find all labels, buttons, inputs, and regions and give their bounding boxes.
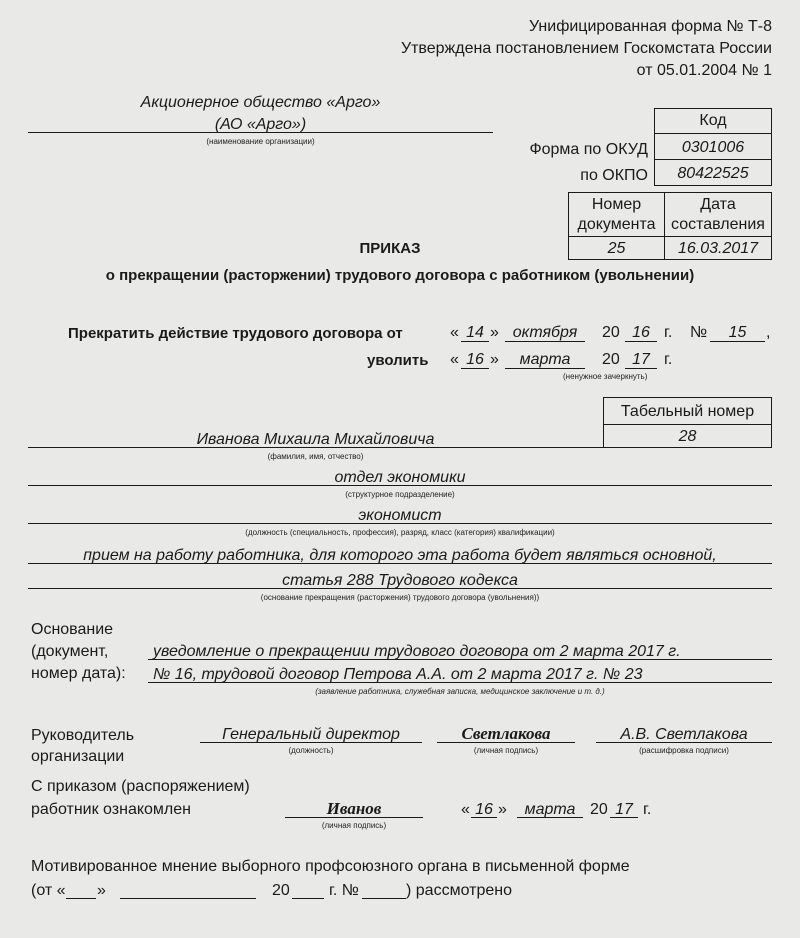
ack-year: 17: [615, 801, 633, 818]
ack-year-suffix: г.: [643, 801, 652, 818]
head-signature: Светлакова: [461, 724, 551, 743]
terminate-day: 14: [466, 324, 484, 341]
doc-number-cell: [568, 236, 665, 260]
tabel-header: Табельный номер: [620, 403, 755, 420]
dismiss-month: марта: [519, 351, 571, 368]
termination-reason-line1-underline: [28, 563, 772, 564]
basis-value-line2-underline: [148, 682, 772, 683]
terminate-number-line: [710, 341, 765, 342]
tabel-header-cell: [603, 397, 772, 425]
terminate-year: 16: [632, 324, 650, 341]
dismiss-quote-open: «: [450, 351, 459, 368]
union-close-quote: »: [97, 882, 106, 899]
doc-date-header-1: Дата: [700, 196, 736, 213]
dismiss-caption: (ненужное зачеркнуть): [563, 372, 648, 381]
basis-value-line1-underline: [148, 659, 772, 660]
head-label-line2: организации: [31, 748, 125, 765]
terminate-day-line: [461, 341, 489, 342]
employee-position: экономист: [358, 507, 442, 524]
termination-reason-line1: прием на работу работника, для которого эта работа будет являться основной,: [83, 547, 717, 564]
ack-month-line: [517, 817, 583, 818]
termination-reason-line2-underline: [28, 588, 772, 589]
ack-day: 16: [475, 801, 493, 818]
tabel-value: 28: [678, 428, 697, 445]
org-caption: (наименование организации): [206, 137, 315, 146]
dismiss-year-prefix: 20: [602, 351, 620, 368]
doc-date-header-cell: [664, 192, 772, 237]
head-position-caption: (должность): [288, 746, 334, 755]
org-short-name: (АО «Арго»): [214, 116, 307, 133]
dismiss-quote-close: »: [490, 351, 499, 368]
head-signature-decode: А.В. Светлакова: [620, 726, 748, 743]
ack-signature-caption: (личная подпись): [321, 821, 387, 830]
doc-date-cell: [664, 236, 772, 260]
dismiss-year-line: [625, 368, 657, 369]
ack-month: марта: [524, 801, 576, 818]
doc-number-header-2: документа: [577, 216, 656, 233]
ack-day-line: [471, 817, 497, 818]
okud-cell: [654, 133, 772, 160]
dismiss-year-suffix: г.: [664, 351, 673, 368]
dismiss-label: уволить: [367, 352, 429, 369]
okud-value: 0301006: [681, 139, 745, 156]
union-year-line: [292, 898, 324, 899]
ack-quote-open: «: [461, 801, 470, 818]
ack-label-line2: работник ознакомлен: [31, 801, 191, 818]
head-signature-line: [437, 742, 575, 743]
terminate-number-sign: №: [690, 324, 708, 341]
codes-header: Код: [699, 112, 727, 129]
ack-signature-line: [285, 817, 423, 818]
doc-date-header-2: составления: [671, 216, 765, 233]
order-title: ПРИКАЗ: [359, 240, 421, 257]
terminate-year-suffix: г.: [664, 324, 673, 341]
union-day-line: [66, 898, 96, 899]
terminate-month-line: [505, 341, 585, 342]
okud-label: Форма по ОКУД: [529, 141, 648, 158]
doc-number-header-1: Номер: [591, 196, 642, 213]
terminate-comma: ,: [766, 324, 771, 341]
okpo-value: 80422525: [677, 165, 749, 182]
employee-name-caption: (фамилия, имя, отчество): [267, 452, 364, 461]
union-month-line: [120, 898, 256, 899]
dismiss-year: 17: [632, 351, 650, 368]
terminate-quote-close: »: [490, 324, 499, 341]
termination-reason-caption: (основание прекращения (расторжения) трудового договора (увольнения)): [260, 593, 540, 602]
employee-name-line: [28, 447, 603, 448]
union-opinion-label: Мотивированное мнение выборного профсоюзного органа в письменной форме: [31, 858, 630, 875]
employee-position-caption: (должность (специальность, профессия), разряд, класс (категория) квалификации): [245, 528, 555, 537]
basis-label-line3: номер дата):: [31, 665, 126, 682]
union-end: ) рассмотрено: [406, 882, 512, 899]
employee-department-caption: (структурное подразделение): [345, 490, 455, 499]
terminate-number: 15: [728, 324, 747, 341]
ack-signature: Иванов: [326, 799, 382, 818]
basis-label-line1: Основание: [31, 621, 114, 638]
form-header-line3: от 05.01.2004 № 1: [636, 62, 772, 79]
dismiss-month-line: [505, 368, 585, 369]
ack-quote-close: »: [498, 801, 507, 818]
terminate-label: Прекратить действие трудового договора от: [68, 325, 403, 342]
form-header-line1: Унифицированная форма № Т-8: [528, 18, 772, 35]
org-name: Акционерное общество «Арго»: [140, 94, 381, 111]
doc-date-value: 16.03.2017: [677, 240, 759, 257]
order-subtitle: о прекращении (расторжении) трудового договора с работником (увольнении): [105, 267, 695, 284]
union-open: (от «: [31, 882, 66, 899]
tabel-value-cell: [603, 424, 772, 448]
employee-department-line: [28, 485, 772, 486]
terminate-month: октября: [512, 324, 578, 341]
ack-year-line: [610, 817, 638, 818]
head-decode-caption: (расшифровка подписи): [639, 746, 729, 755]
terminate-year-prefix: 20: [602, 324, 620, 341]
basis-value-line2: № 16, трудовой договор Петрова А.А. от 2 марта 2017 г. № 23: [153, 666, 643, 683]
head-position: Генеральный директор: [222, 726, 400, 743]
dismiss-day-line: [461, 368, 489, 369]
basis-label-line2: (документ,: [31, 643, 109, 660]
doc-number-value: 25: [607, 240, 626, 257]
dismiss-day: 16: [466, 351, 484, 368]
head-position-line: [200, 742, 422, 743]
union-g-number: г. №: [329, 882, 359, 899]
union-year-prefix: 20: [272, 882, 290, 899]
codes-header-cell: [654, 108, 772, 134]
employee-position-line: [28, 523, 772, 524]
employee-department: отдел экономики: [334, 469, 466, 486]
head-decode-line: [596, 742, 772, 743]
form-header-line2: Утверждена постановлением Госкомстата России: [400, 40, 772, 57]
head-signature-caption: (личная подпись): [473, 746, 539, 755]
termination-reason-line2: статья 288 Трудового кодекса: [282, 572, 518, 589]
org-underline: [28, 132, 493, 133]
terminate-quote-open: «: [450, 324, 459, 341]
basis-value-line1: уведомление о прекращении трудового договора от 2 марта 2017 г.: [153, 643, 681, 660]
okpo-cell: [654, 159, 772, 186]
terminate-year-line: [625, 341, 657, 342]
basis-caption: (заявление работника, служебная записка, медицинское заключение и т. д.): [315, 687, 605, 696]
employee-name: Иванова Михаила Михайловича: [196, 431, 435, 448]
union-number-line: [362, 898, 406, 899]
doc-number-header-cell: [568, 192, 665, 237]
head-label-line1: Руководитель: [31, 727, 135, 744]
ack-year-prefix: 20: [590, 801, 608, 818]
okpo-label: по ОКПО: [580, 167, 648, 184]
ack-label-line1: С приказом (распоряжением): [31, 778, 250, 795]
